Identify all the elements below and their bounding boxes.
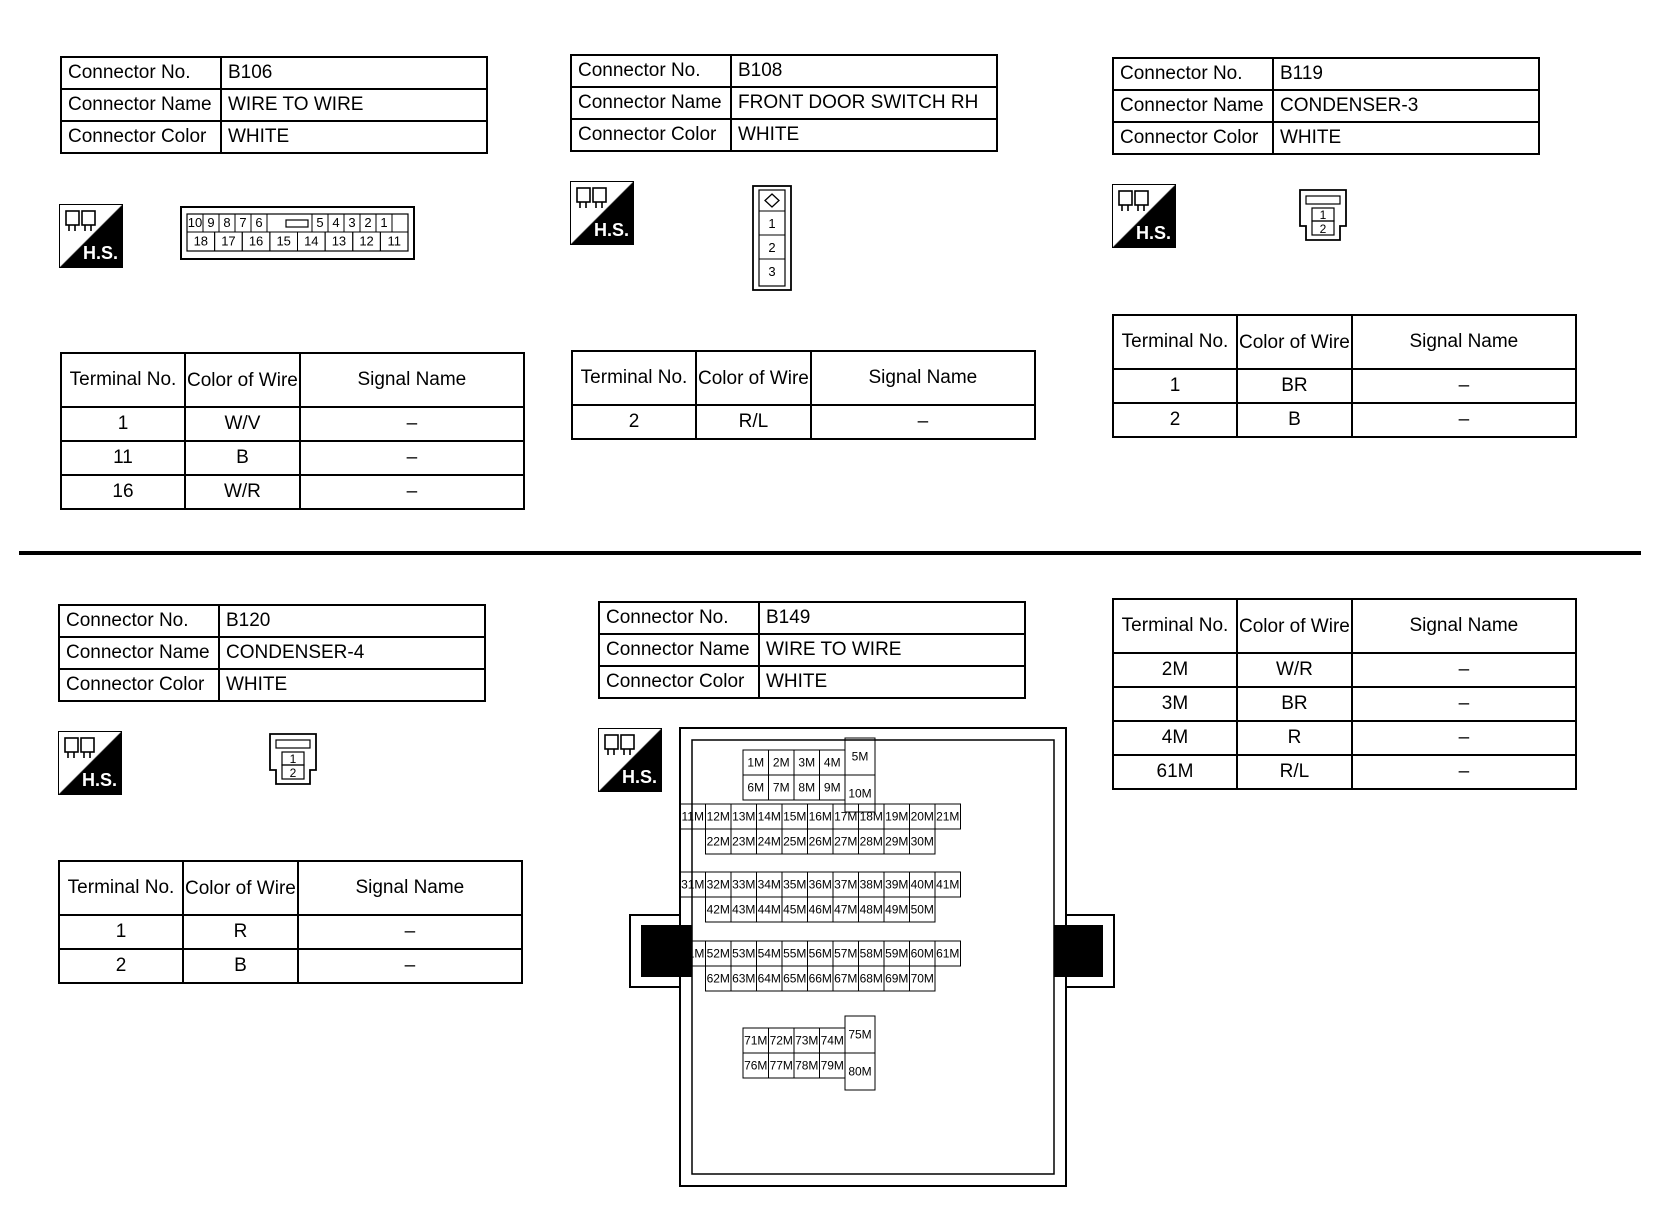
terminal-label: 54M	[757, 946, 781, 961]
terminal-label: 36M	[808, 877, 832, 892]
signal-name-header: Signal Name	[298, 861, 522, 915]
terminal-label: 32M	[706, 877, 730, 892]
connector-name-value: CONDENSER-4	[219, 637, 485, 669]
terminal-label: 17	[221, 233, 236, 249]
terminal-label: 6M	[747, 780, 765, 795]
terminal-label: 2M	[772, 755, 790, 770]
connector-color-label: Connector Color	[599, 666, 759, 698]
signal-name: –	[811, 405, 1035, 439]
connector-name-label: Connector Name	[599, 634, 759, 666]
table-row	[1113, 721, 1576, 755]
terminal-label: 16	[248, 233, 264, 249]
terminal-label: 73M	[795, 1033, 819, 1048]
terminal-label: 1M	[747, 755, 765, 770]
table-row	[59, 949, 522, 983]
terminal-label: 34M	[757, 877, 781, 892]
harness-side-icon	[58, 731, 122, 795]
color-of-wire-header: Color of Wire	[185, 353, 300, 407]
terminal-label: 63M	[732, 971, 756, 986]
connector-name-label: Connector Name	[571, 87, 731, 119]
hs-label: H.S.	[621, 767, 657, 787]
wire-color: W/V	[185, 407, 300, 441]
terminal-label: 4M	[823, 755, 841, 770]
connector-face-b106	[180, 206, 416, 262]
wire-color: R	[183, 915, 298, 949]
terminal-table-b119	[1112, 314, 1577, 438]
terminal-label: 22M	[706, 834, 730, 849]
terminal-label: 43M	[732, 902, 756, 917]
wire-color: BR	[1237, 687, 1352, 721]
signal-name: –	[1352, 687, 1576, 721]
color-of-wire-header: Color of Wire	[1237, 315, 1352, 369]
terminal-label: 45M	[783, 902, 807, 917]
terminal-label: 7	[239, 215, 247, 230]
connector-face-b120	[268, 732, 320, 790]
terminal-label: 49M	[885, 902, 909, 917]
terminal-3-label: 3	[768, 264, 776, 279]
terminal-label: 17M	[834, 809, 858, 824]
wire-color: B	[1237, 403, 1352, 437]
terminal-label: 48M	[859, 902, 883, 917]
terminal-label: 80M	[848, 1064, 872, 1079]
terminal-label: 44M	[757, 902, 781, 917]
terminal-2-label: 2	[1319, 222, 1327, 236]
terminal-label: 41M	[936, 877, 960, 892]
terminal-label: 65M	[783, 971, 807, 986]
connector-color-label: Connector Color	[61, 121, 221, 153]
terminal-no-header: Terminal No.	[61, 353, 185, 407]
terminal-label: 56M	[808, 946, 832, 961]
connector-face-b119	[1298, 188, 1350, 246]
wire-color: B	[183, 949, 298, 983]
terminal-label: 7M	[772, 780, 790, 795]
signal-name: –	[300, 407, 524, 441]
terminal-label: 60M	[910, 946, 934, 961]
terminal-label: 53M	[732, 946, 756, 961]
connector-color-label: Connector Color	[59, 669, 219, 701]
terminal-label: 57M	[834, 946, 858, 961]
terminal-label: 37M	[834, 877, 858, 892]
connector-info-b149	[598, 601, 1026, 699]
connector-symbol-icon	[64, 737, 96, 759]
terminal-label: 11	[387, 233, 401, 249]
table-row	[59, 915, 522, 949]
connector-color-value: WHITE	[759, 666, 1025, 698]
terminal-label: 3	[348, 215, 356, 230]
terminal-label: 78M	[795, 1058, 819, 1073]
terminal-label: 4	[332, 215, 340, 230]
terminal-label: 16M	[808, 809, 832, 824]
connector-no-label: Connector No.	[61, 57, 221, 89]
terminal-label: 21M	[936, 809, 960, 824]
terminal-label: 19M	[885, 809, 909, 824]
terminal-label: 6	[255, 215, 263, 230]
terminal-label: 25M	[783, 834, 807, 849]
terminal-no-header: Terminal No.	[1113, 315, 1237, 369]
connector-no-value: B108	[731, 55, 997, 87]
table-row	[1113, 369, 1576, 403]
terminal-label: 46M	[808, 902, 832, 917]
connector-color-label: Connector Color	[1113, 122, 1273, 154]
terminal-no: 2	[59, 949, 183, 983]
connector-no-value: B149	[759, 602, 1025, 634]
connector-info-b119	[1112, 57, 1540, 155]
terminal-label: 58M	[859, 946, 883, 961]
signal-name: –	[298, 949, 522, 983]
terminal-no: 11	[61, 441, 185, 475]
connector-name-label: Connector Name	[1113, 90, 1273, 122]
signal-name: –	[298, 915, 522, 949]
terminal-label: 5M	[851, 749, 869, 764]
wire-color: W/R	[1237, 653, 1352, 687]
terminal-no: 1	[59, 915, 183, 949]
terminal-no: 61M	[1113, 755, 1237, 789]
wire-color: BR	[1237, 369, 1352, 403]
connector-face-b149	[625, 725, 1120, 1191]
signal-name: –	[300, 475, 524, 509]
terminal-label: 33M	[732, 877, 756, 892]
terminal-label: 55M	[783, 946, 807, 961]
signal-name-header: Signal Name	[300, 353, 524, 407]
terminal-no: 4M	[1113, 721, 1237, 755]
table-row	[572, 405, 1035, 439]
terminal-no-header: Terminal No.	[59, 861, 183, 915]
terminal-label: 67M	[834, 971, 858, 986]
terminal-table-b120	[58, 860, 523, 984]
signal-name-header: Signal Name	[811, 351, 1035, 405]
terminal-label: 68M	[859, 971, 883, 986]
terminal-label: 79M	[820, 1058, 844, 1073]
signal-name: –	[300, 441, 524, 475]
terminal-label: 10M	[848, 786, 872, 801]
terminal-2-label: 2	[768, 240, 776, 255]
table-row	[1113, 755, 1576, 789]
terminal-label: 52M	[706, 946, 730, 961]
terminal-label: 64M	[757, 971, 781, 986]
terminal-label: 30M	[910, 834, 934, 849]
connector-name-value: FRONT DOOR SWITCH RH	[731, 87, 997, 119]
terminal-label: 47M	[834, 902, 858, 917]
terminal-label: 61M	[936, 946, 960, 961]
wire-color: R/L	[696, 405, 811, 439]
connector-name-value: CONDENSER-3	[1273, 90, 1539, 122]
connector-color-label: Connector Color	[571, 119, 731, 151]
terminal-label: 8M	[798, 780, 816, 795]
terminal-1-label: 1	[768, 216, 776, 231]
connector-face-b108	[752, 185, 796, 295]
terminal-2-label: 2	[289, 766, 297, 780]
terminal-label: 59M	[885, 946, 909, 961]
terminal-label: 39M	[885, 877, 909, 892]
signal-name: –	[1352, 721, 1576, 755]
terminal-1-label: 1	[289, 752, 297, 766]
terminal-label: 31M	[681, 877, 705, 892]
harness-side-icon	[1112, 184, 1176, 248]
terminal-no: 1	[61, 407, 185, 441]
wire-color: R	[1237, 721, 1352, 755]
terminal-no: 16	[61, 475, 185, 509]
terminal-no-header: Terminal No.	[1113, 599, 1237, 653]
terminal-label: 35M	[783, 877, 807, 892]
terminal-label: 12	[359, 233, 374, 249]
hs-label: H.S.	[81, 770, 117, 790]
terminal-label: 75M	[848, 1027, 872, 1042]
terminal-label: 28M	[859, 834, 883, 849]
signal-name: –	[1352, 369, 1576, 403]
terminal-label: 13M	[732, 809, 756, 824]
signal-name: –	[1352, 403, 1576, 437]
terminal-no: 1	[1113, 369, 1237, 403]
terminal-label: 76M	[744, 1058, 768, 1073]
terminal-label: 9	[207, 215, 215, 230]
terminal-label: 77M	[769, 1058, 793, 1073]
color-of-wire-header: Color of Wire	[1237, 599, 1352, 653]
table-row	[61, 407, 524, 441]
terminal-label: 38M	[859, 877, 883, 892]
terminal-label: 27M	[834, 834, 858, 849]
terminal-table-b106	[60, 352, 525, 510]
terminal-no: 3M	[1113, 687, 1237, 721]
terminal-label: 10	[187, 215, 203, 230]
terminal-label: 18	[193, 233, 209, 249]
terminal-label: 24M	[757, 834, 781, 849]
terminal-label: 9M	[823, 780, 841, 795]
signal-name-header: Signal Name	[1352, 599, 1576, 653]
terminal-label: 40M	[910, 877, 934, 892]
terminal-label: 74M	[820, 1033, 844, 1048]
terminal-label: 15M	[783, 809, 807, 824]
signal-name: –	[1352, 653, 1576, 687]
connector-info-b120	[58, 604, 486, 702]
table-row	[61, 475, 524, 509]
table-row	[61, 441, 524, 475]
table-row	[1113, 687, 1576, 721]
connector-no-label: Connector No.	[59, 605, 219, 637]
terminal-1-label: 1	[1319, 208, 1327, 222]
connector-info-b108	[570, 54, 998, 152]
connector-name-label: Connector Name	[59, 637, 219, 669]
terminal-label: 1	[380, 215, 388, 230]
signal-name-header: Signal Name	[1352, 315, 1576, 369]
connector-symbol-icon	[576, 187, 608, 209]
terminal-label: 12M	[706, 809, 730, 824]
color-of-wire-header: Color of Wire	[696, 351, 811, 405]
connector-name-value: WIRE TO WIRE	[759, 634, 1025, 666]
table-row	[1113, 653, 1576, 687]
terminal-label: 20M	[910, 809, 934, 824]
terminal-label: 5	[316, 215, 324, 230]
connector-no-label: Connector No.	[571, 55, 731, 87]
hs-label: H.S.	[1135, 223, 1171, 243]
connector-no-label: Connector No.	[599, 602, 759, 634]
connector-symbol-icon	[1118, 190, 1150, 212]
terminal-label: 51M	[681, 946, 705, 961]
terminal-label: 18M	[859, 809, 883, 824]
wire-color: B	[185, 441, 300, 475]
terminal-label: 72M	[769, 1033, 793, 1048]
terminal-label: 69M	[885, 971, 909, 986]
terminal-label: 42M	[706, 902, 730, 917]
connector-name-label: Connector Name	[61, 89, 221, 121]
harness-side-icon	[570, 181, 634, 245]
connector-color-value: WHITE	[219, 669, 485, 701]
harness-side-icon	[59, 204, 123, 268]
terminal-label: 13	[331, 233, 347, 249]
connector-name-value: WIRE TO WIRE	[221, 89, 487, 121]
hs-label: H.S.	[593, 220, 629, 240]
connector-no-value: B119	[1273, 58, 1539, 90]
terminal-label: 71M	[744, 1033, 768, 1048]
terminal-label: 15	[276, 233, 291, 249]
color-of-wire-header: Color of Wire	[183, 861, 298, 915]
terminal-label: 23M	[732, 834, 756, 849]
terminal-label: 3M	[798, 755, 816, 770]
connector-symbol-icon	[65, 210, 97, 232]
terminal-label: 11M	[681, 809, 704, 824]
terminal-no: 2	[1113, 403, 1237, 437]
terminal-no-header: Terminal No.	[572, 351, 696, 405]
terminal-label: 29M	[885, 834, 909, 849]
terminal-table-b108	[571, 350, 1036, 440]
connector-color-value: WHITE	[731, 119, 997, 151]
terminal-label: 66M	[808, 971, 832, 986]
terminal-label: 26M	[808, 834, 832, 849]
signal-name: –	[1352, 755, 1576, 789]
terminal-label: 14	[304, 233, 319, 249]
connector-no-label: Connector No.	[1113, 58, 1273, 90]
terminal-no: 2M	[1113, 653, 1237, 687]
terminal-label: 50M	[910, 902, 934, 917]
connector-info-b106	[60, 56, 488, 154]
section-divider	[19, 551, 1641, 555]
table-row	[1113, 403, 1576, 437]
terminal-label: 14M	[757, 809, 781, 824]
terminal-label: 8	[223, 215, 231, 230]
terminal-label: 2	[364, 215, 372, 230]
connector-color-value: WHITE	[221, 121, 487, 153]
terminal-label: 62M	[706, 971, 730, 986]
terminal-no: 2	[572, 405, 696, 439]
hs-label: H.S.	[82, 243, 118, 263]
wire-color: W/R	[185, 475, 300, 509]
connector-color-value: WHITE	[1273, 122, 1539, 154]
terminal-table-b149	[1112, 598, 1577, 790]
terminal-label: 70M	[910, 971, 934, 986]
connector-no-value: B120	[219, 605, 485, 637]
wire-color: R/L	[1237, 755, 1352, 789]
connector-no-value: B106	[221, 57, 487, 89]
